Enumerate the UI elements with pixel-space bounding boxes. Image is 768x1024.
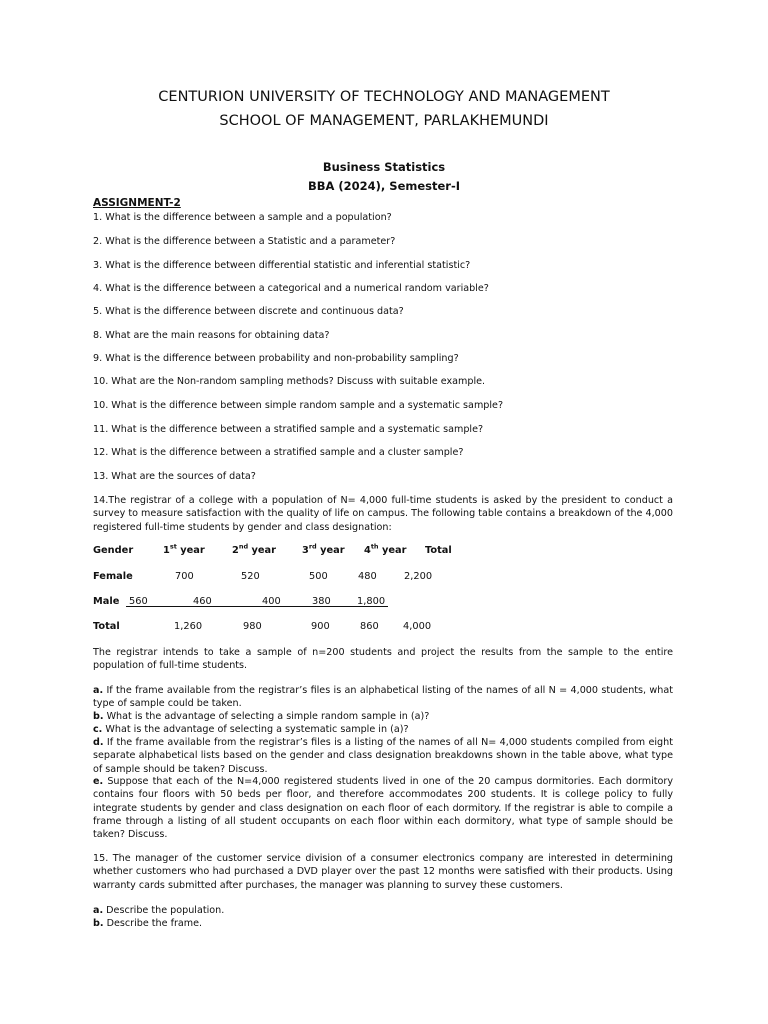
university-name: CENTURION UNIVERSITY OF TECHNOLOGY AND MANAGEMENT <box>158 89 610 105</box>
question-14-part-a: a. If the frame available from the registrar’s files is an alphabetical listing of the names of all N = 4,000 students, what type of sample could be taken. <box>93 685 673 710</box>
table-cell: 980 <box>243 621 262 632</box>
question-item: 1. What is the difference between a sample and a population? <box>93 212 392 223</box>
course-program: BBA (2024), Semester-I <box>307 179 461 193</box>
table-cell: 480 <box>358 571 377 582</box>
question-15-intro: 15. The manager of the customer service division of a consumer electronics company are interested in determining whether customers who had purchased a DVD player over the past 12 months were satisfied with their products. Using warranty cards submitted after purchases, the manager was planning to survey these customers. <box>93 853 673 891</box>
table-header-year4: 4th year <box>364 542 407 556</box>
question-item: 5. What is the difference between discrete and continuous data? <box>93 306 404 317</box>
table-row-label: Female <box>93 571 133 582</box>
question-item: 9. What is the difference between probability and non-probability sampling? <box>93 353 459 364</box>
table-header-gender: Gender <box>93 545 134 556</box>
course-title: Business Statistics <box>322 160 446 174</box>
question-14-after-table: The registrar intends to take a sample of n=200 students and project the results from the sample to the entire population of full-time students. <box>93 647 673 672</box>
table-cell: 400 <box>262 596 281 607</box>
table-cell: 4,000 <box>403 621 432 632</box>
question-14-part-b: b. What is the advantage of selecting a simple random sample in (a)? <box>93 711 430 722</box>
table-header-year2: 2nd year <box>232 542 276 556</box>
table-cell: 700 <box>175 571 194 582</box>
question-item: 3. What is the difference between differential statistic and inferential statistic? <box>93 260 471 271</box>
table-row-label: Total <box>93 621 120 632</box>
question-14-intro: 14.The registrar of a college with a population of N= 4,000 full-time students is asked by the president to conduct a survey to measure satisfaction with the quality of life on campus. The following table contains a breakdown of the 4,000 registered full-time students by gender and class designation: <box>93 495 673 533</box>
question-item: 12. What is the difference between a stratified sample and a cluster sample? <box>93 447 464 458</box>
assignment-label: ASSIGNMENT-2 <box>93 197 181 209</box>
table-header-year3: 3rd year <box>302 542 345 556</box>
question-item: 10. What are the Non-random sampling methods? Discuss with suitable example. <box>93 376 486 387</box>
question-item: 13. What are the sources of data? <box>93 471 256 482</box>
question-item: 11. What is the difference between a stratified sample and a systematic sample? <box>93 424 484 435</box>
question-15-part-a: a. Describe the population. <box>93 905 225 916</box>
table-cell: 380 <box>312 596 331 607</box>
question-item: 8. What are the main reasons for obtaining data? <box>93 330 330 341</box>
question-14-part-e: e. Suppose that each of the N=4,000 registered students lived in one of the 20 campus dormitories. Each dormitory contains four floors with 50 beds per floor, and therefore accommodates 200 students. It is college policy to fully integrate students by gender and class designation on each floor of each dormitory. If the registrar is able to compile a frame through a listing of all student occupants on each floor within each dormitory, what type of sample should be taken? Discuss. <box>93 776 673 841</box>
table-cell: 860 <box>360 621 379 632</box>
table-cell: 2,200 <box>404 571 433 582</box>
table-header-total: Total <box>425 545 452 556</box>
question-15-part-b: b. Describe the frame. <box>93 918 203 929</box>
table-cell: 900 <box>311 621 330 632</box>
table-cell: 520 <box>241 571 260 582</box>
table-cell: 1,260 <box>174 621 203 632</box>
table-header-year1: 1st year <box>163 542 205 556</box>
school-name: SCHOOL OF MANAGEMENT, PARLAKHEMUNDI <box>219 113 549 129</box>
question-14-part-d: d. If the frame available from the registrar’s files is a listing of the names of all N= 4,000 students compiled from eight separate alphabetical lists based on the gender and class designation breakdowns shown in the table above, what type of sample should be taken? Discuss. <box>93 737 673 775</box>
question-14-part-c: c. What is the advantage of selecting a systematic sample in (a)? <box>93 724 409 735</box>
question-item: 2. What is the difference between a Statistic and a parameter? <box>93 236 396 247</box>
question-item: 10. What is the difference between simple random sample and a systematic sample? <box>93 400 504 411</box>
table-cell: 500 <box>309 571 328 582</box>
table-cell: 460 <box>193 596 212 607</box>
table-row-label: Male <box>93 596 120 607</box>
table-underline <box>126 606 388 607</box>
table-cell: 560 <box>129 596 148 607</box>
question-item: 4. What is the difference between a categorical and a numerical random variable? <box>93 283 489 294</box>
table-cell: 1,800 <box>357 596 386 607</box>
